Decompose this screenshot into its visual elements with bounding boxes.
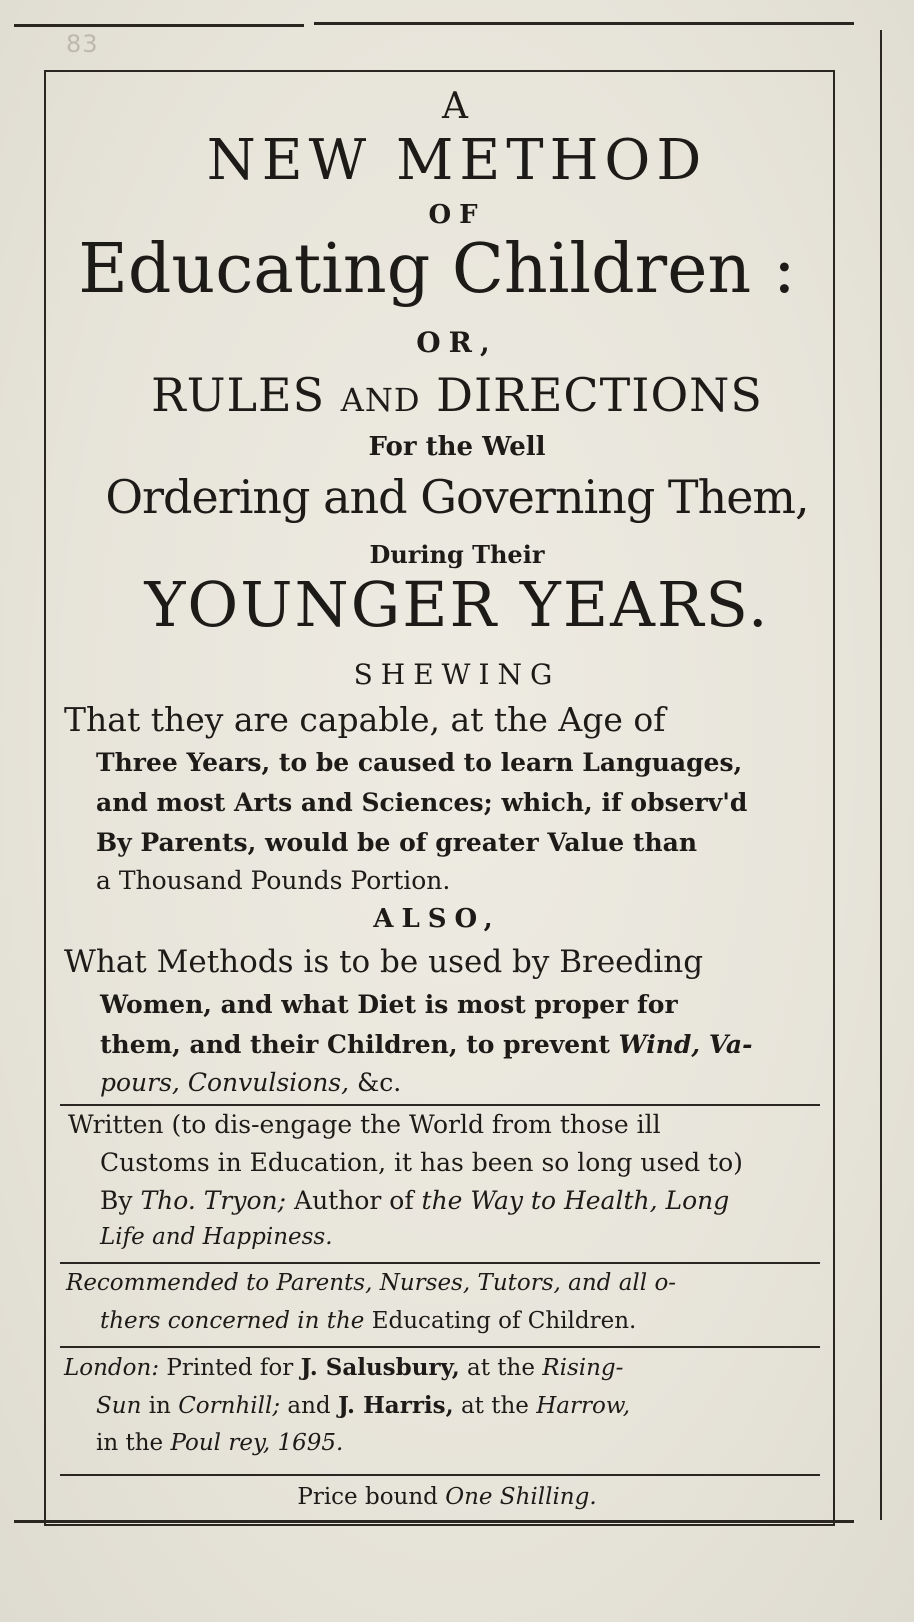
also-line-2: Women, and what Diet is most proper for: [100, 990, 678, 1019]
imprint-printer-1: J. Salusbury,: [300, 1354, 460, 1381]
also-line-1: What Methods is to be used by Breeding: [64, 944, 704, 980]
also-heading: ALSO,: [373, 904, 501, 934]
also-pours: pours, Convulsions,: [100, 1068, 350, 1097]
imprint-and: and: [287, 1393, 331, 1419]
top-rule-right: [314, 22, 854, 25]
divider-3: [60, 1346, 820, 1348]
price-label: Price bound: [297, 1484, 438, 1510]
shewing-line-2: Three Years, to be caused to learn Languages,: [96, 748, 743, 777]
top-rule-left: [14, 24, 304, 27]
divider-1: [60, 1104, 820, 1106]
shewing-heading: SHEWING: [353, 658, 561, 691]
also-etc: &c.: [357, 1068, 402, 1097]
imprint-at-the: at the: [467, 1355, 535, 1381]
written-line-3: [100, 1186, 729, 1215]
recommended-line-1: Recommended to Parents, Nurses, Tutors, and all o-: [66, 1270, 677, 1296]
price-amount: One Shilling.: [445, 1484, 597, 1510]
imprint-line-3: [96, 1430, 343, 1456]
shewing-line-3: and most Arts and Sciences; which, if observ'd: [96, 788, 748, 817]
title-for-the-well: For the Well: [368, 432, 546, 462]
title-new-method: NEW METHOD: [206, 128, 708, 193]
title-ordering-governing: Ordering and Governing Them,: [105, 470, 809, 524]
title-younger-years: YOUNGER YEARS.: [144, 568, 770, 641]
written-work-2: Life and Happiness.: [100, 1224, 333, 1250]
price-line: [0, 1484, 904, 1510]
divider-2: [60, 1262, 820, 1264]
written-line-1: Written (to dis-engage the World from those ill: [68, 1110, 661, 1139]
pencil-folio-mark: 83: [66, 30, 99, 58]
shewing-line-1: That they are capable, at the Age of: [64, 700, 666, 739]
also-line-4: [100, 1068, 401, 1097]
written-author: Tho. Tryon;: [140, 1186, 287, 1215]
title-during-their: During Their: [369, 540, 545, 569]
title-of: OF: [428, 200, 486, 230]
imprint-cornhill: Cornhill;: [178, 1393, 281, 1419]
imprint-at-the-2: at the: [460, 1393, 529, 1419]
imprint-line-2: [96, 1392, 630, 1419]
written-line-2: Customs in Education, it has been so long used to): [100, 1148, 743, 1177]
written-by: By: [100, 1186, 133, 1215]
imprint-in: in: [148, 1393, 171, 1419]
imprint-rising: Rising-: [542, 1355, 624, 1381]
also-wind: Wind, Va-: [618, 1030, 753, 1059]
imprint-in-the: in the: [96, 1430, 164, 1456]
imprint-harrow: Harrow,: [536, 1393, 631, 1419]
written-work-1: the Way to Health, Long: [421, 1186, 730, 1215]
shewing-line-4: By Parents, would be of greater Value than: [96, 828, 698, 857]
title-rules-directions: RULES and DIRECTIONS: [151, 368, 763, 422]
also-line-3: [100, 1030, 753, 1059]
imprint-line-1: [64, 1354, 623, 1381]
imprint-printer-2: J. Harris,: [337, 1392, 454, 1419]
recommended-line-2-rest: Educating of Children.: [371, 1308, 637, 1334]
imprint-poultrey: Poul rey,: [170, 1430, 271, 1456]
title-educating-children: Educating Children :: [78, 230, 796, 309]
recommended-line-2-ital: thers concerned in the: [100, 1308, 365, 1334]
written-author-of: Author of: [294, 1186, 414, 1215]
also-line-3-text: them, and their Children, to prevent: [100, 1030, 610, 1059]
imprint-printed-for: Printed for: [166, 1355, 294, 1381]
title-or: OR,: [416, 326, 498, 359]
recommended-line-2: [100, 1308, 636, 1334]
divider-4: [60, 1474, 820, 1476]
imprint-sun: Sun: [96, 1393, 142, 1419]
imprint-year: 1695.: [277, 1430, 344, 1456]
imprint-london: London:: [64, 1355, 160, 1381]
shewing-line-5: a Thousand Pounds Portion.: [96, 866, 451, 895]
title-a: A: [442, 86, 472, 127]
